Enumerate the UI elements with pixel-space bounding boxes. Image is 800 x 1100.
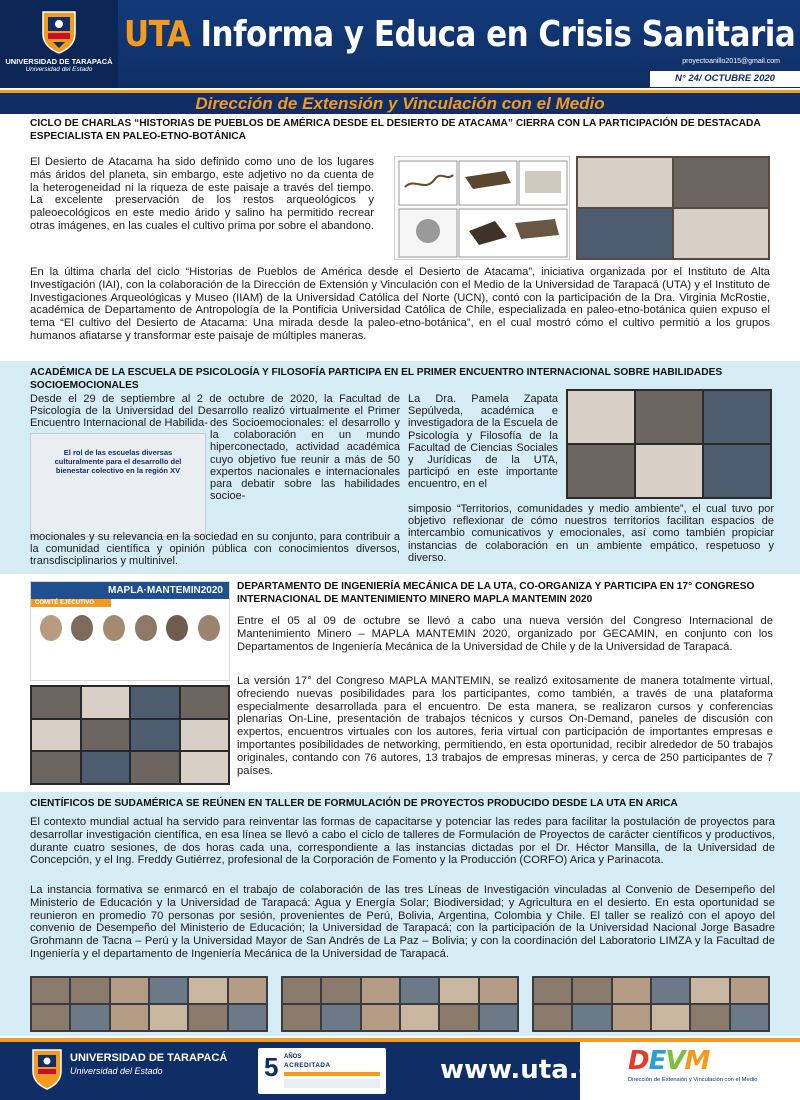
committee-label: COMITÉ EJECUTIVO xyxy=(31,599,111,607)
article-paragraph: La versión 17° del Congreso MAPLA MANTEMIN, se realizó exitosamente de manera totalmente virtual, ofreciendo nuevas posibilidades para los participantes, como también, a través de una plataforma especialmente desarrollada para el encuentro. De esta manera, se realizaron cursos y conferencias plenarias On-Line, presentación de trabajos técnicos y cursos On-Demand, paneles de discusión con expertos, encuentros virtuales con los autores, feria virtual con participación de importantes empresas e importantes posibilidades de networking, permitiendo, en esta oportunidad, recibir alrededor de 50 trabajos originales, contando con 76 autores, 13 trabajos de empresas mineras, y cerca de 250 participantes de 7 países. xyxy=(237,675,773,777)
accreditation-years-label: AÑOS xyxy=(284,1054,302,1060)
article-habilidades-socioemocionales xyxy=(0,361,800,574)
footer-university-name: UNIVERSIDAD DE TARAPACÁ xyxy=(70,1052,228,1064)
article-paragraph: mocionales y su relevancia en la sociedad en su conjunto, para contribuir a la comunidad científica y opinión pública con conocimientos diversos, transdisciplinarios y multinivel. xyxy=(30,531,400,568)
workshop-video-call-image xyxy=(30,976,268,1032)
university-name: UNIVERSIDAD DE TARAPACÁ xyxy=(5,57,113,66)
accreditation-detail xyxy=(284,1079,380,1088)
article-formulacion-proyectos xyxy=(0,792,800,1036)
accreditation-bar xyxy=(284,1072,380,1076)
devm-letter-d: D xyxy=(628,1046,649,1076)
participant-tile xyxy=(578,209,672,258)
conference-poster-image xyxy=(30,433,206,537)
title-accent: UTA xyxy=(124,14,191,55)
contact-email[interactable]: proyectoanillo2015@gmail.com xyxy=(682,58,780,65)
participant-tile xyxy=(82,752,130,783)
article-title: ACADÉMICA DE LA ESCUELA DE PSICOLOGÍA Y FILOSOFÍA PARTICIPA EN EL PRIMER ENCUENTRO INTERNACIONAL SOBRE HABILIDADES SOCIOEMOCIONALES xyxy=(30,367,723,391)
issue-number: N° 24/ OCTUBRE 2020 xyxy=(650,71,800,87)
article-title: CICLO DE CHARLAS “HISTORIAS DE PUEBLOS DE AMÉRICA DESDE EL DESIERTO DE ATACAMA” CIERRA CON LA PARTICIPACIÓN DE DESTACADA ESPECIALISTA EN PALEO-ETNO-BOTÁNICA xyxy=(30,118,761,142)
article-title: CIENTÍFICOS DE SUDAMÉRICA SE REÚNEN EN TALLER DE FORMULACIÓN DE PROYECTOS PRODUCIDO DESDE LA UTA EN ARICA xyxy=(30,798,678,809)
university-crest-icon xyxy=(39,8,79,54)
committee-image xyxy=(30,581,230,681)
avatar xyxy=(135,615,157,641)
article-paragraph: El Desierto de Atacama ha sido definido como uno de los lugares más áridos del planeta, sin embargo, este adjetivo no da cuenta de la heterogeneidad ni la riqueza de este paisaje a través del tiempo. La excelente preservación de los restos arqueológicos y paleoecológicos en este medio árido y salino ha permitido recrear otras imágenes, en las cuales el cultivo prima por sobre el abandono. xyxy=(30,156,374,232)
accreditation-badge xyxy=(258,1048,386,1094)
participant-tile xyxy=(131,687,179,718)
video-call-image xyxy=(30,685,230,785)
poster-title: El rol de las escuelas diversas culturalmente para el desarrollo del bienestar colectivo en la región XV xyxy=(54,448,182,475)
accreditation-label: ACREDITADA xyxy=(284,1062,331,1069)
university-logo xyxy=(0,0,118,88)
participant-tile xyxy=(568,391,634,443)
video-call-image xyxy=(566,389,772,499)
workshop-video-call-image xyxy=(281,976,519,1032)
article-paleo-botanica xyxy=(0,116,800,360)
participant-tile xyxy=(704,391,770,443)
participant-tile xyxy=(32,687,80,718)
participant-tile xyxy=(578,158,672,207)
header xyxy=(0,0,800,88)
devm-logo xyxy=(628,1046,780,1098)
avatar xyxy=(166,615,188,641)
devm-caption: Dirección de Extensión y Vinculación con el Medio xyxy=(628,1077,758,1083)
participant-tile xyxy=(181,687,229,718)
footer-university-subtitle: Universidad del Estado xyxy=(70,1066,163,1076)
participant-tile xyxy=(82,687,130,718)
article-paragraph: La Dra. Pamela Zapata Sepúlveda, académica e investigadora de la Escuela de Psicología y Filosofía de la Facultad de Ciencias Sociales y Jurídicas de la UTA, participó en este importante encuentro, en el xyxy=(408,393,558,491)
article-paragraph: Desde el 29 de septiembre al 2 de octubre de 2020, la Facultad de Psicología de la Universidad del Desarrollo realizó virtualmente el Primer Encuentro Internacional de Habilida- xyxy=(30,393,400,430)
devm-letter-e: E xyxy=(648,1046,666,1076)
avatar xyxy=(198,615,220,641)
video-call-image xyxy=(576,156,770,260)
article-paragraph: En la última charla del ciclo “Historias de Pueblos de América desde el Desierto de Atacama”, iniciativa organizada por el Instituto de Alta Investigación (IAI), con la colaboración de la Dirección de Extensión y Vinculación con el Medio de la Universidad de Tarapacá (UTA) y el Instituto de Investigaciones Arqueológicas y Museo (IIAM) de la Universidad Católica del Norte (UCN), contó con la participación de la Dra. Virginia McRostie, académica de Departamento de Antropología de la Pontificia Universidad Católica de Chile, especializada en paleo-etno-botánica quien expuso el tema “El cultivo del Desierto de Atacama: Una mirada desde la paleo-etno-botánica”, en el cual mostró cómo el cultivo permitió a los grupos humanos afiatarse y transformar este paisaje de múltiples maneras. xyxy=(30,266,770,342)
participant-tile xyxy=(674,209,768,258)
participant-tile xyxy=(181,720,229,751)
title-rest: Informa y Educa en Crisis Sanitaria xyxy=(190,14,796,55)
banner-text: MAPLA·MANTEMIN2020 xyxy=(31,582,229,599)
avatar xyxy=(71,615,93,641)
participant-tile xyxy=(32,752,80,783)
avatar xyxy=(40,615,62,641)
university-subtitle: Universidad del Estado xyxy=(25,65,93,73)
article-paragraph: des Socioemocionales: el desarrollo y la colaboración en un mundo hiperconectado, actividad académica cuyo objetivo fue reunir a más de 50 expertos nacionales e internacionales para debatir sobre las habilidades socioe- xyxy=(210,417,400,503)
footer xyxy=(0,1038,800,1100)
participant-tile xyxy=(181,752,229,783)
title-area xyxy=(118,0,800,88)
devm-wordmark xyxy=(628,1046,780,1076)
article-title: DEPARTAMENTO DE INGENIERÍA MECÁNICA DE LA UTA, CO-ORGANIZA Y PARTICIPA EN 17° CONGRESO INTERNACIONAL DE MANTENIMIENTO MINERO MAPLA MANTEMIN 2020 xyxy=(237,581,755,605)
participant-tile xyxy=(32,720,80,751)
section-title: Dirección de Extensión y Vinculación con el Medio xyxy=(195,94,605,113)
participant-tile xyxy=(568,445,634,497)
article-paragraph: Entre el 05 al 09 de octubre se llevó a cabo una nueva versión del Congreso Internacional de Mantenimiento Minero – MAPLA MANTEMIN 2020, organizado por GECAMIN, en conjunto con los Departamentos de Ingeniería Mecánica de la Universidad de Chile y de la Universidad de Tarapacá. xyxy=(237,615,773,653)
university-crest-icon xyxy=(30,1047,64,1091)
section-bar xyxy=(0,90,800,114)
article-paragraph: La instancia formativa se enmarcó en el trabajo de colaboración de las tres Líneas de Investigación vinculadas al Convenio de Desempeño del Ministerio de Educación y la Universidad de Tarapacá: Agua y Energía Solar; Biodiversidad; y Agricultura en el desierto. En esta oportunidad se reunieron en promedio 70 personas por sesión, provenientes de Perú, Bolivia, Argentina, Colombia y Chile. El taller se realizó con el apoyo del convenio de Desempeño del Ministerio de Educación; la Universidad de Tarapacá; con la participación de la Universidad Nacional Jorge Basadre Grohmann de Tacna – Perú y la Universidad Mayor de San Andrés de La Paz – Bolivia; y con la coordinación del Laboratorio LIMZA y la Facultad de Ingeniería y el departamento de Ingeniería Mecánica de la Universidad de Tarapacá. xyxy=(30,884,775,960)
participant-tile xyxy=(704,445,770,497)
article-paragraph: El contexto mundial actual ha servido para reinventar las formas de capacitarse y potenciar las redes para facilitar la postulación de proyectos para desarrollar investigación científica, en esa línea se llevó a cabo el ciclo de talleres de Formulación de Proyectos de carácter científicos y productivos, durante cuatro sesiones, de dos horas cada una, correspondiente a las instancias dictadas por el Dr. Héctor Mansilla, de la Universidad de Concepción, y el Ing. Freddy Gutiérrez, profesional de la Corporación de Fomento y la Producción (CORFO) Arica y Parinacota. xyxy=(30,816,775,867)
participant-tile xyxy=(131,720,179,751)
participant-tile xyxy=(636,391,702,443)
participant-tile xyxy=(82,720,130,751)
accreditation-years-number: 5 xyxy=(264,1052,279,1082)
footer-bar xyxy=(0,1042,603,1100)
article-mapla-mantemin xyxy=(0,575,800,790)
participant-tile xyxy=(636,445,702,497)
website-link[interactable]: www.uta.cl xyxy=(440,1055,603,1085)
devm-letter-m: M xyxy=(684,1046,710,1076)
participant-tile xyxy=(131,752,179,783)
workshop-video-call-image xyxy=(532,976,770,1032)
article-paragraph: simposio “Territorios, comunidades y medio ambiente”, el cual tuvo por objetivo reflexionar de cómo nuestros territorios facilitan espacios de intercambio comunicativos y emocionales, así como también propiciar instancias de colaboración en un ambiente empático, respetuoso y diverso. xyxy=(408,503,774,564)
archaeology-slide-image xyxy=(394,156,570,260)
page-title xyxy=(124,14,795,55)
devm-letter-v: V xyxy=(665,1046,685,1076)
participant-tile xyxy=(674,158,768,207)
avatar xyxy=(103,615,125,641)
